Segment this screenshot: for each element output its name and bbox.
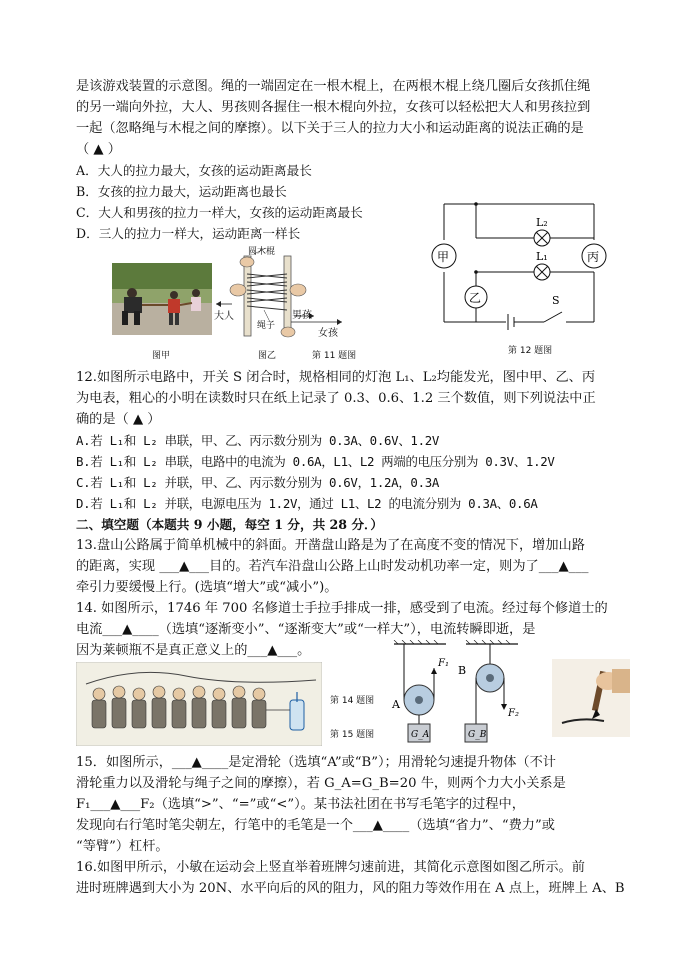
lamp-l2-label: L₂ — [536, 216, 548, 229]
adult-label: 大人 — [214, 311, 234, 322]
q11-line-2: 的另一端向外拉，大人、男孩则各握住一根木棍向外拉，女孩可以轻松把大人和男孩拉到 — [76, 100, 591, 115]
q12-option-b: B.若 L₁和 L₂ 串联，电路中的电流为 0.6A，L1、L2 两端的电压分别为 0.3V、1.2V — [76, 454, 555, 469]
pulley-diagram — [390, 640, 540, 746]
q15-line-2: 滑轮重力以及滑轮与绳子之间的摩擦），若 G_A=G_B=20 牛，则两个力大小关系是 — [76, 776, 566, 791]
q16-line-2: 进时班牌遇到大小为 20N、水平向后的风的阻力，风的阻力等效作用在 A 点上，班牌上 A、B — [76, 881, 625, 896]
meter-bing-label: 丙 — [587, 250, 600, 264]
q12-option-d: D.若 L₁和 L₂ 并联，电源电压为 1.2V，通过 L1、L2 的电流分别为 0.3A、0.6A — [76, 496, 538, 511]
weight-ga-label: G_A — [411, 730, 430, 740]
q15-line-3: F₁___▲___F₂（选填“>”、“=”或“<”）。某书法社团在书写毛笔字的过程中， — [76, 797, 525, 812]
q11-option-a: A．大人的拉力最大，女孩的运动距离最长 — [76, 163, 312, 178]
tug-game-photo — [112, 263, 212, 335]
lamp-l1-label: L₁ — [536, 250, 548, 263]
girl-label: 女孩 — [318, 328, 338, 339]
q11-line-1: 是该游戏装置的示意图。绳的一端固定在一根木棍上，在两根木棍上绕几圈后女孩抓住绳 — [76, 79, 591, 94]
q12-option-c: C.若 L₁和 L₂ 并联，甲、乙、丙示数分别为 0.6V，1.2A，0.3A — [76, 475, 440, 490]
fig11-b-caption: 图乙 — [258, 351, 277, 361]
q15-line-5: “等臂”）杠杆。 — [76, 839, 169, 854]
boy-label: 男孩 — [292, 310, 312, 321]
fig11-caption: 第 11 题图 — [312, 351, 357, 361]
brush-writing-photo — [552, 659, 630, 737]
q15-line-4: 发现向右行笔时笔尖朝左，行笔中的毛笔是一个___▲____（选填“省力”、“费力”或 — [76, 818, 555, 833]
q14-line-3: 因为莱顿瓶不是真正意义上的___▲___。 — [76, 643, 311, 658]
pulley-a-label: A — [392, 698, 400, 711]
fig14-caption: 第 14 题图 — [330, 696, 375, 706]
force-f1-label: F₁ — [438, 658, 449, 669]
q14-line-1: 14. 如图所示，1746 年 700 名修道士手拉手排成一排，感受到了电流。经过每个修道士的 — [76, 601, 608, 616]
q12-line-1: 12.如图所示电路中，开关 S 闭合时，规格相同的灯泡 L₁、L₂均能发光，图中甲、乙、丙 — [76, 370, 596, 385]
pulley-b-label: B — [458, 664, 467, 677]
q14-line-2: 电流___▲____（选填“逐渐变小”、“逐渐变大”或“一样大”），电流转瞬即逝，是 — [76, 622, 536, 637]
fig11-a-caption: 图甲 — [152, 351, 171, 361]
q13-line-2: 的距离，实现 ___▲___目的。若汽车沿盘山公路上山时发动机功率一定，则为了___▲___ — [76, 559, 589, 574]
round-stick-label: 圆木棍 — [248, 247, 276, 257]
q13-line-1: 13.盘山公路属于简单机械中的斜面。开凿盘山路是为了在高度不变的情况下，增加山路 — [76, 538, 585, 553]
q11-option-b: B．女孩的拉力最大，运动距离也最长 — [76, 184, 287, 199]
rope-label: 绳子 — [257, 321, 276, 331]
section-2-heading: 二、填空题（本题共 9 小题，每空 1 分，共 28 分．） — [76, 517, 383, 532]
meter-yi-label: 乙 — [469, 291, 482, 305]
q11-line-3: 一起（忽略绳与木棍之间的摩擦）。以下关于三人的拉力大小和运动距离的说法正确的是 — [76, 121, 584, 136]
fig12-caption: 第 12 题图 — [508, 346, 553, 356]
weight-gb-label: G_B — [468, 730, 487, 740]
force-f2-label: F₂ — [508, 708, 519, 719]
q16-line-1: 16.如图甲所示，小敏在运动会上竖直举着班牌匀速前进，其简化示意图如图乙所示。前 — [76, 860, 585, 875]
switch-s-label: S — [552, 294, 560, 307]
meter-jia-label: 甲 — [437, 250, 450, 264]
q11-option-d: D．三人的拉力一样大，运动距离一样长 — [76, 226, 301, 241]
q11-option-c: C．大人和男孩的拉力一样大，女孩的运动距离最长 — [76, 205, 363, 220]
q12-option-a: A.若 L₁和 L₂ 串联，甲、乙、丙示数分别为 0.3A、0.6V、1.2V — [76, 433, 440, 448]
fig15-caption: 第 15 题图 — [330, 730, 375, 740]
q12-line-3: 确的是（ ▲ ） — [76, 412, 161, 427]
q11-line-4: （ ▲ ） — [76, 142, 121, 157]
circuit-diagram — [426, 196, 616, 330]
monks-cartoon — [76, 662, 322, 746]
q12-line-2: 为电表，粗心的小明在读数时只在纸上记录了 0.3、0.6、1.2 三个数值，则下列说法中正 — [76, 391, 596, 406]
q15-line-1: 15．如图所示，___▲____是定滑轮（选填“A”或“B”）；用滑轮匀速提升物体（不计 — [76, 755, 556, 770]
q13-line-3: 牵引力要缓慢上行。(选填“增大”或“减小”)。 — [76, 580, 338, 595]
